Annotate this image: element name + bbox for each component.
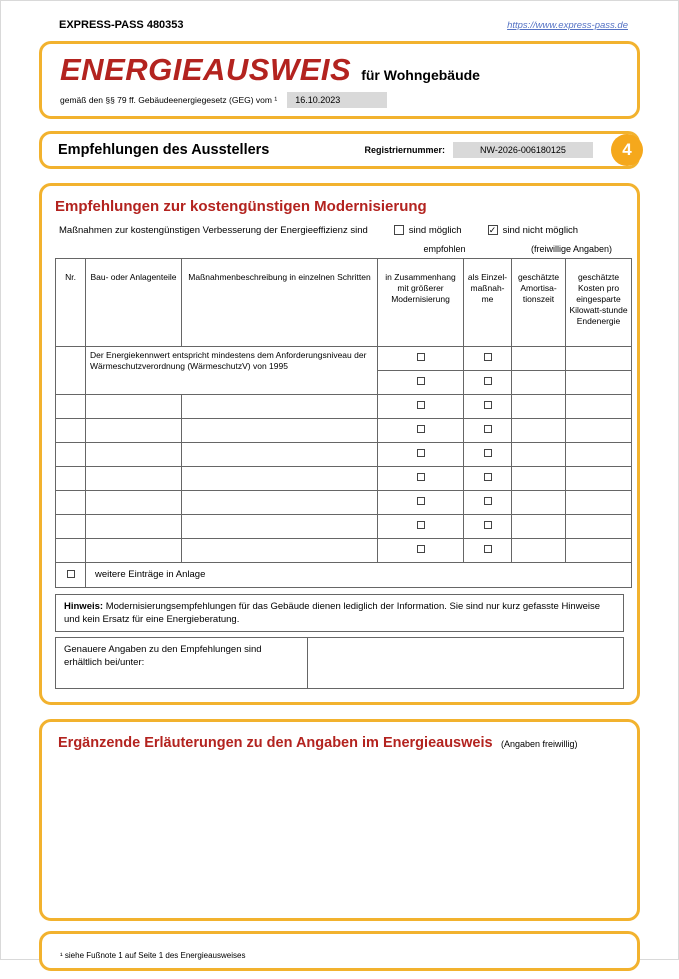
document-id: EXPRESS-PASS 480353 <box>59 19 184 31</box>
checkbox-cell <box>464 466 512 490</box>
kosten-cell <box>566 538 632 562</box>
law-row <box>60 92 619 108</box>
checkbox-cell <box>378 394 464 418</box>
col-header-amortisationszeit: geschätzte Amortisa-tionszeit <box>512 258 566 346</box>
checkbox-cell <box>464 538 512 562</box>
nr-cell <box>56 394 86 418</box>
table-row <box>56 346 632 370</box>
amortisation-cell <box>512 442 566 466</box>
checkbox-zusammenhang[interactable] <box>417 425 425 433</box>
date-value: 16.10.2023 <box>287 92 387 108</box>
efficiency-options-row <box>55 225 624 236</box>
nr-cell <box>56 514 86 538</box>
checkbox-cell <box>378 538 464 562</box>
checkbox-cell <box>56 562 86 587</box>
col-header-kosten: geschätzte Kosten pro eingesparte Kilowatt-stunde Endenergie <box>566 258 632 346</box>
option-not-possible-group <box>488 225 579 236</box>
amortisation-cell <box>512 394 566 418</box>
amortisation-cell <box>512 466 566 490</box>
recommendations-box <box>39 183 640 706</box>
checkbox-zusammenhang[interactable] <box>417 401 425 409</box>
checkbox-zusammenhang[interactable] <box>417 521 425 529</box>
kosten-cell <box>566 370 632 394</box>
beschreibung-cell <box>182 490 378 514</box>
law-reference: gemäß den §§ 79 ff. Gebäudeenergiegesetz (GEG) vom ¹ <box>60 94 278 105</box>
supplement-heading-note: (Angaben freiwillig) <box>501 739 578 750</box>
top-bar <box>39 17 640 37</box>
footnote-box <box>39 931 640 971</box>
option-not-possible-label: sind nicht möglich <box>502 224 579 236</box>
checkbox-cell <box>378 490 464 514</box>
checkbox-cell <box>378 346 464 370</box>
more-entries-label: weitere Einträge in Anlage <box>86 562 632 587</box>
checkbox-cell <box>464 418 512 442</box>
nr-cell <box>56 538 86 562</box>
beschreibung-cell <box>182 466 378 490</box>
col-header-zusammenhang: in Zusammenhang mit größerer Modernisierung <box>378 258 464 346</box>
nr-cell <box>56 346 86 394</box>
efficiency-intro-text: Maßnahmen zur kostengünstigen Verbesserung der Energieeffizienz sind <box>59 224 368 236</box>
col-header-bauteile: Bau- oder Anlagenteile <box>86 258 182 346</box>
kosten-cell <box>566 514 632 538</box>
table-row <box>56 538 632 562</box>
hint-block <box>55 594 624 633</box>
col-header-einzelmassnahme: als Einzel-maßnah-me <box>464 258 512 346</box>
kosten-cell <box>566 490 632 514</box>
checkbox-einzel[interactable] <box>484 401 492 409</box>
checkbox-cell <box>464 370 512 394</box>
footnote-text: ¹ siehe Fußnote 1 auf Seite 1 des Energieausweises <box>60 950 246 960</box>
group-recommended-label: empfohlen <box>423 243 466 254</box>
section-title: Empfehlungen des Ausstellers <box>58 141 270 158</box>
checkbox-zusammenhang[interactable] <box>417 473 425 481</box>
checkbox-zusammenhang[interactable] <box>417 545 425 553</box>
more-entries-row <box>56 562 632 587</box>
group-voluntary-label: (freiwillige Angaben) <box>530 243 613 254</box>
details-value-area <box>308 638 623 688</box>
kosten-cell <box>566 466 632 490</box>
kosten-cell <box>566 442 632 466</box>
amortisation-cell <box>512 490 566 514</box>
table-row <box>56 514 632 538</box>
checkbox-einzel[interactable] <box>484 377 492 385</box>
checkbox-cell <box>464 490 512 514</box>
amortisation-cell <box>512 346 566 370</box>
column-header-row <box>56 258 632 346</box>
measure-description-cell: Der Energiekennwert entspricht mindestens dem Anforderungsniveau der Wärmeschutzverordnung (WärmeschutzV) von 1995 <box>86 346 378 394</box>
hint-text: Modernisierungsempfehlungen für das Gebäude dienen lediglich der Information. Sie sind nur kurz gefasste Hinweise und kein Ersatz für eine Energieberatung. <box>64 600 600 625</box>
checkbox-einzel[interactable] <box>484 497 492 505</box>
amortisation-cell <box>512 514 566 538</box>
section-header-bar <box>39 131 640 169</box>
nr-cell <box>56 490 86 514</box>
supplement-box <box>39 719 640 921</box>
table-row <box>56 466 632 490</box>
beschreibung-cell <box>182 442 378 466</box>
option-possible-label: sind möglich <box>408 224 462 236</box>
checkbox-possible[interactable] <box>394 225 404 235</box>
checkbox-not-possible[interactable]: ✓ <box>488 225 497 236</box>
checkbox-cell <box>464 346 512 370</box>
registration-group <box>364 142 593 158</box>
bauteil-cell <box>86 538 182 562</box>
bauteil-cell <box>86 394 182 418</box>
kosten-cell <box>566 418 632 442</box>
checkbox-cell <box>378 442 464 466</box>
amortisation-cell <box>512 370 566 394</box>
beschreibung-cell <box>182 394 378 418</box>
checkbox-einzel[interactable] <box>484 425 492 433</box>
checkbox-cell <box>378 514 464 538</box>
bauteil-cell <box>86 466 182 490</box>
beschreibung-cell <box>182 418 378 442</box>
website-link[interactable]: https://www.express-pass.de <box>507 20 628 31</box>
table-row <box>56 394 632 418</box>
bauteil-cell <box>86 490 182 514</box>
nr-cell <box>56 418 86 442</box>
document-page <box>1 1 678 979</box>
details-block <box>55 637 624 689</box>
bauteil-cell <box>86 418 182 442</box>
group-header-row <box>56 244 632 259</box>
table-row <box>56 418 632 442</box>
checkbox-zusammenhang[interactable] <box>417 497 425 505</box>
checkbox-cell <box>464 394 512 418</box>
document-subtitle: für Wohngebäude <box>361 67 480 83</box>
checkbox-zusammenhang[interactable] <box>417 449 425 457</box>
option-possible-group <box>394 225 462 236</box>
hint-label: Hinweis: <box>64 600 104 612</box>
kosten-cell <box>566 394 632 418</box>
amortisation-cell <box>512 538 566 562</box>
checkbox-einzel[interactable] <box>484 353 492 361</box>
beschreibung-cell <box>182 514 378 538</box>
recommendations-heading: Empfehlungen zur kostengünstigen Modernisierung <box>55 197 427 215</box>
checkbox-cell <box>464 442 512 466</box>
amortisation-cell <box>512 418 566 442</box>
col-header-nr: Nr. <box>56 258 86 346</box>
bauteil-cell <box>86 442 182 466</box>
supplement-heading: Ergänzende Erläuterungen zu den Angaben im Energieausweis <box>58 735 493 752</box>
checkbox-cell <box>464 514 512 538</box>
checkbox-einzel[interactable] <box>484 449 492 457</box>
kosten-cell <box>566 346 632 370</box>
col-header-beschreibung: Maßnahmenbeschreibung in einzelnen Schritten <box>182 258 378 346</box>
measures-table <box>55 244 632 588</box>
checkbox-cell <box>378 370 464 394</box>
registration-number: NW-2026-006180125 <box>453 142 593 158</box>
table-row <box>56 442 632 466</box>
nr-cell <box>56 442 86 466</box>
checkbox-einzel[interactable] <box>484 473 492 481</box>
table-row <box>56 490 632 514</box>
checkbox-einzel[interactable] <box>484 521 492 529</box>
checkbox-more-entries[interactable] <box>67 570 75 578</box>
document-title: ENERGIEAUSWEIS <box>60 52 352 87</box>
checkbox-einzel[interactable] <box>484 545 492 553</box>
registration-label: Registriernummer: <box>364 144 445 155</box>
title-row <box>60 54 619 87</box>
beschreibung-cell <box>182 538 378 562</box>
title-box <box>39 41 640 119</box>
checkbox-zusammenhang[interactable] <box>417 377 425 385</box>
checkbox-cell <box>378 418 464 442</box>
checkbox-cell <box>378 466 464 490</box>
details-label: Genauere Angaben zu den Empfehlungen sind erhältlich bei/unter: <box>56 638 308 688</box>
bauteil-cell <box>86 514 182 538</box>
checkbox-zusammenhang[interactable] <box>417 353 425 361</box>
page-number-badge: 4 <box>611 134 643 166</box>
nr-cell <box>56 466 86 490</box>
